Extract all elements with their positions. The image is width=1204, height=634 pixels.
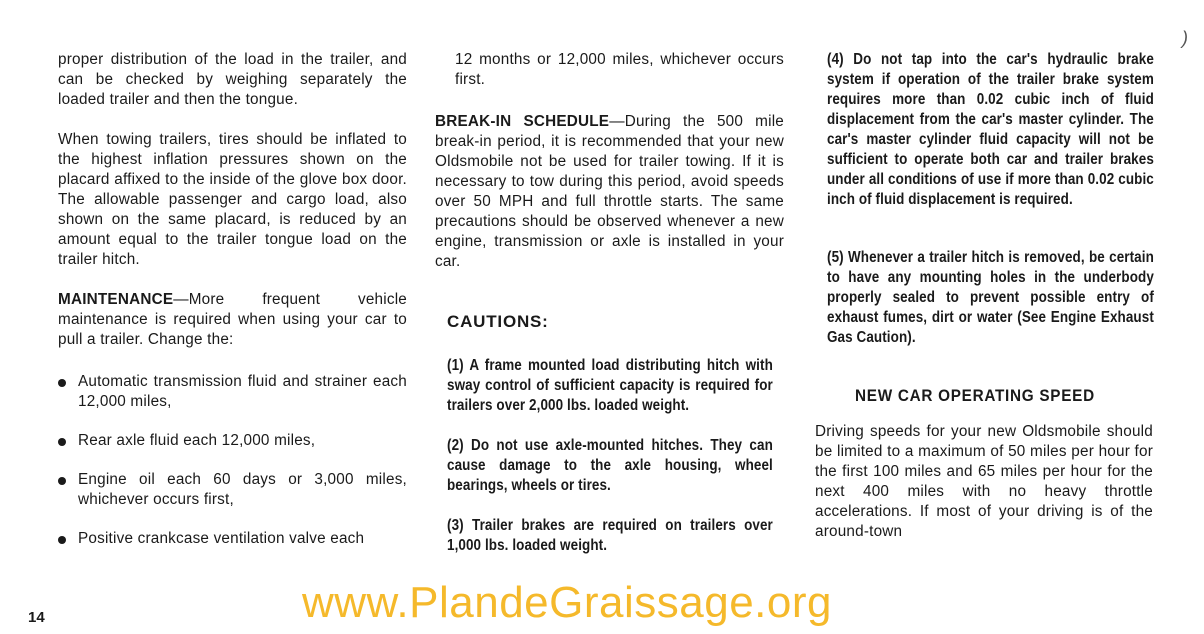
bullet-text: Positive crankcase ventilation valve each	[78, 530, 365, 547]
maintenance-list	[58, 372, 407, 549]
paragraph-operating-speed: Driving speeds for your new Oldsmobile should be limited to a maximum of 50 miles per hour for the first 100 miles and 65 miles per hour for the next 400 miles with no heavy throttle accelerations. If most of your driving is of the around-town	[815, 423, 1153, 540]
paragraph-pcv-continuation: 12 months or 12,000 miles, whichever occurs first.	[455, 51, 784, 88]
maintenance-text: —More frequent vehicle maintenance is required when using your car to pull a trailer. Change the:	[58, 291, 407, 348]
paragraph-maintenance	[58, 290, 407, 350]
caution-1: (1) A frame mounted load distributing hitch with sway control of sufficient capacity is required for trailers over 2,000 lbs. loaded weight.	[447, 357, 773, 414]
caution-2: (2) Do not use axle-mounted hitches. They can cause damage to the axle housing, wheel bearings, wheels or tires.	[447, 437, 773, 494]
bullet-icon	[58, 438, 66, 446]
list-item	[58, 529, 407, 549]
bullet-icon	[58, 477, 66, 485]
bullet-icon	[58, 379, 66, 387]
speed-heading: NEW CAR OPERATING SPEED	[855, 386, 1095, 405]
caution-5: (5) Whenever a trailer hitch is removed, be certain to have any mounting holes in the underbody properly sealed to prevent possible entry of exhaust fumes, dirt or water (See Engine Exhaust Gas Caution).	[827, 249, 1154, 346]
bullet-text: Automatic transmission fluid and strainer each 12,000 miles,	[78, 373, 407, 410]
paragraph-breakin	[435, 112, 784, 272]
bullet-icon	[58, 536, 66, 544]
column-left	[58, 50, 407, 568]
maintenance-lead: MAINTENANCE	[58, 291, 174, 308]
paragraph-tires: When towing trailers, tires should be inflated to the highest inflation pressures shown on the placard affixed to the inside of the glove box door. The allowable passenger and cargo load, also shown on the same placard, is reduced by an amount equal to the trailer tongue load on the trailer hitch.	[58, 131, 407, 268]
paragraph-load-distribution: proper distribution of the load in the trailer, and can be checked by weighing separately the loaded trailer and then the tongue.	[58, 51, 407, 108]
column-middle	[435, 50, 784, 576]
breakin-lead: BREAK-IN SCHEDULE	[435, 113, 610, 130]
watermark: www.PlandeGraissage.org	[302, 578, 832, 627]
cautions-heading: CAUTIONS:	[447, 312, 549, 331]
corner-mark: )	[1182, 28, 1188, 48]
list-item	[58, 372, 407, 412]
list-item	[58, 470, 407, 510]
list-item	[58, 431, 407, 451]
column-right	[815, 50, 1154, 562]
bullet-text: Engine oil each 60 days or 3,000 miles, whichever occurs first,	[78, 471, 407, 508]
breakin-text: —During the 500 mile break-in period, it is recommended that your new Oldsmobile not be used for trailer towing. If it is necessary to tow during this period, avoid speeds over 50 MPH and full throttle starts. The same precautions should be observed whenever a new engine, transmission or axle is installed in your car.	[435, 113, 784, 270]
caution-4: (4) Do not tap into the car's hydraulic brake system if operation of the trailer brake system requires more than 0.02 cubic inch of fluid displacement from the car's master cylinder. The car's master cylinder fluid capacity will not be sufficient to operate both car and trailer brakes under all conditions of use if more than 0.02 cubic inch of fluid displacement is required.	[827, 51, 1154, 208]
bullet-text: Rear axle fluid each 12,000 miles,	[78, 432, 316, 449]
page-number: 14	[28, 609, 45, 626]
caution-3: (3) Trailer brakes are required on trailers over 1,000 lbs. loaded weight.	[447, 517, 773, 554]
